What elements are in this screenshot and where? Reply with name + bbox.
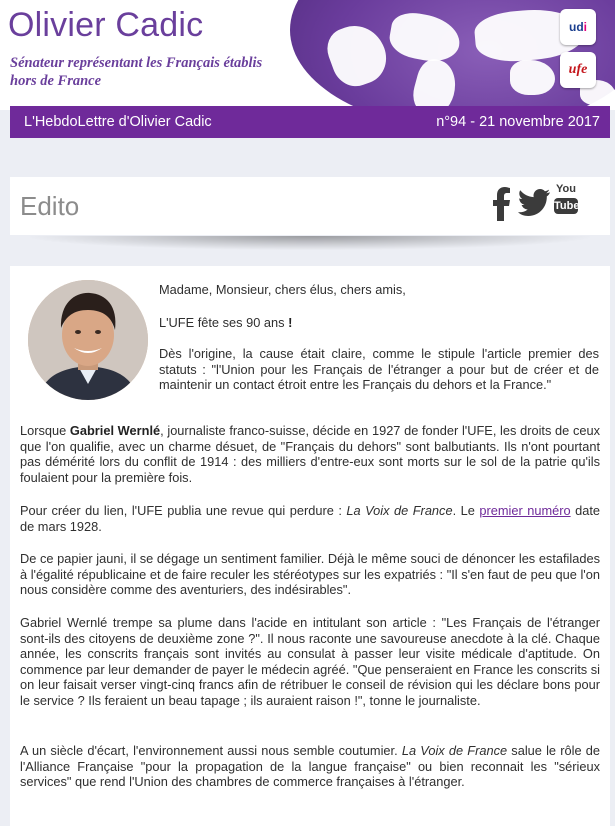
ufe-logo[interactable]: ufe [560, 52, 596, 88]
paragraph-3-text-b: , journaliste franco-suisse, décide en 1927 de fonder l'UFE, les droits de ceux que l'on qualifie, avec un charme désuet, de "Français du dehors" sont balbutiants. Ils n'ont pourtant pas démérité lors du conflit de 1914 : des milliers d'entre-eux sont morts sur le sol de la patrie qu'ils foulaient pour la première fois. [20, 423, 600, 485]
site-subtitle: Sénateur représentant les Français établis hors de France [10, 55, 263, 89]
edito-card [10, 177, 610, 235]
paragraph-5: De ce papier jauni, il se dégage un sentiment familier. Déjà le même souci de dénoncer les estafilades à l'égalité républicaine et de faire reculer les stéréotypes sur les expatriés : "Il s'en faut de peu que l'on nous considère comme des aventuriers, des indésirables". [20, 551, 600, 598]
udi-logo[interactable]: udi [560, 9, 596, 45]
magazine-name-2: La Voix de France [401, 743, 508, 758]
magazine-name: La Voix de France [346, 503, 453, 518]
paragraph-7-text-b: salue le rôle de l'Alliance Française "pour la propagation de la langue française" ou bien reconnait les "sérieux services" que rend l'Union des chambres de commerce françaises à l'étranger. [20, 743, 600, 790]
newsletter-name: L'HebdoLettre d'Olivier Cadic [24, 114, 212, 130]
paragraph-1-text: L'UFE fête ses 90 ans [159, 315, 289, 330]
youtube-tube-label: Tube [554, 200, 580, 212]
first-issue-link[interactable]: premier numéro [479, 503, 571, 518]
issue-number-date: n°94 - 21 novembre 2017 [436, 114, 600, 130]
paragraph-7-text-a: A un siècle d'écart, l'environnement aussi nous semble coutumier. [20, 743, 402, 758]
card-shadow [30, 236, 590, 250]
youtube-icon[interactable] [554, 183, 578, 223]
paragraph-3 [20, 423, 600, 485]
section-title: Edito [20, 191, 80, 221]
site-title: Olivier Cadic [8, 6, 204, 44]
founder-name: Gabriel Wernlé [69, 423, 161, 438]
paragraph-3-text-a: Lorsque [20, 423, 70, 438]
paragraph-1 [159, 315, 599, 331]
paragraph-1-bold: ! [288, 315, 293, 330]
paragraph-2: Dès l'origine, la cause était claire, comme le stipule l'article premier des statuts : "l'Union pour les Français de l'étranger a pour but de créer et de maintenir un contact étroit entre les Français du dehors et la France." [159, 346, 599, 393]
newsletter-bar [10, 106, 610, 138]
author-photo [28, 280, 148, 400]
newsletter-header [0, 0, 615, 110]
greeting: Madame, Monsieur, chers élus, chers amis, [159, 282, 406, 297]
article-card [10, 266, 610, 826]
paragraph-4 [20, 503, 600, 534]
paragraph-7 [20, 743, 600, 790]
youtube-you-label: You [556, 183, 576, 195]
paragraph-6: Gabriel Wernlé trempe sa plume dans l'acide en intitulant son article : "Les Français de l'étranger sont-ils des citoyens de deuxième zone ?". Il nous raconte une savoureuse anecdote à la clé. Chaque année, les conscrits français sont invités au consulat à passer leur visite médicale d'aptitude. On commence par leur demander de payer le médecin agréé. "Que penseraient en France les conscrits si on leur faisait verser vingt-cinq francs afin de rétribuer le conseil de révision qui les déclare bons pour le service ? Ils feraient un beau tapage ; ils auraient raison !", tonne le journaliste. [20, 615, 600, 708]
paragraph-4-text-c: date de mars 1928. [20, 503, 601, 534]
facebook-icon[interactable] [492, 187, 512, 221]
twitter-icon[interactable] [518, 189, 550, 216]
paragraph-4-text-b: . Le [452, 503, 480, 518]
paragraph-4-text-a: Pour créer du lien, l'UFE publia une revue qui perdure : [20, 503, 347, 518]
